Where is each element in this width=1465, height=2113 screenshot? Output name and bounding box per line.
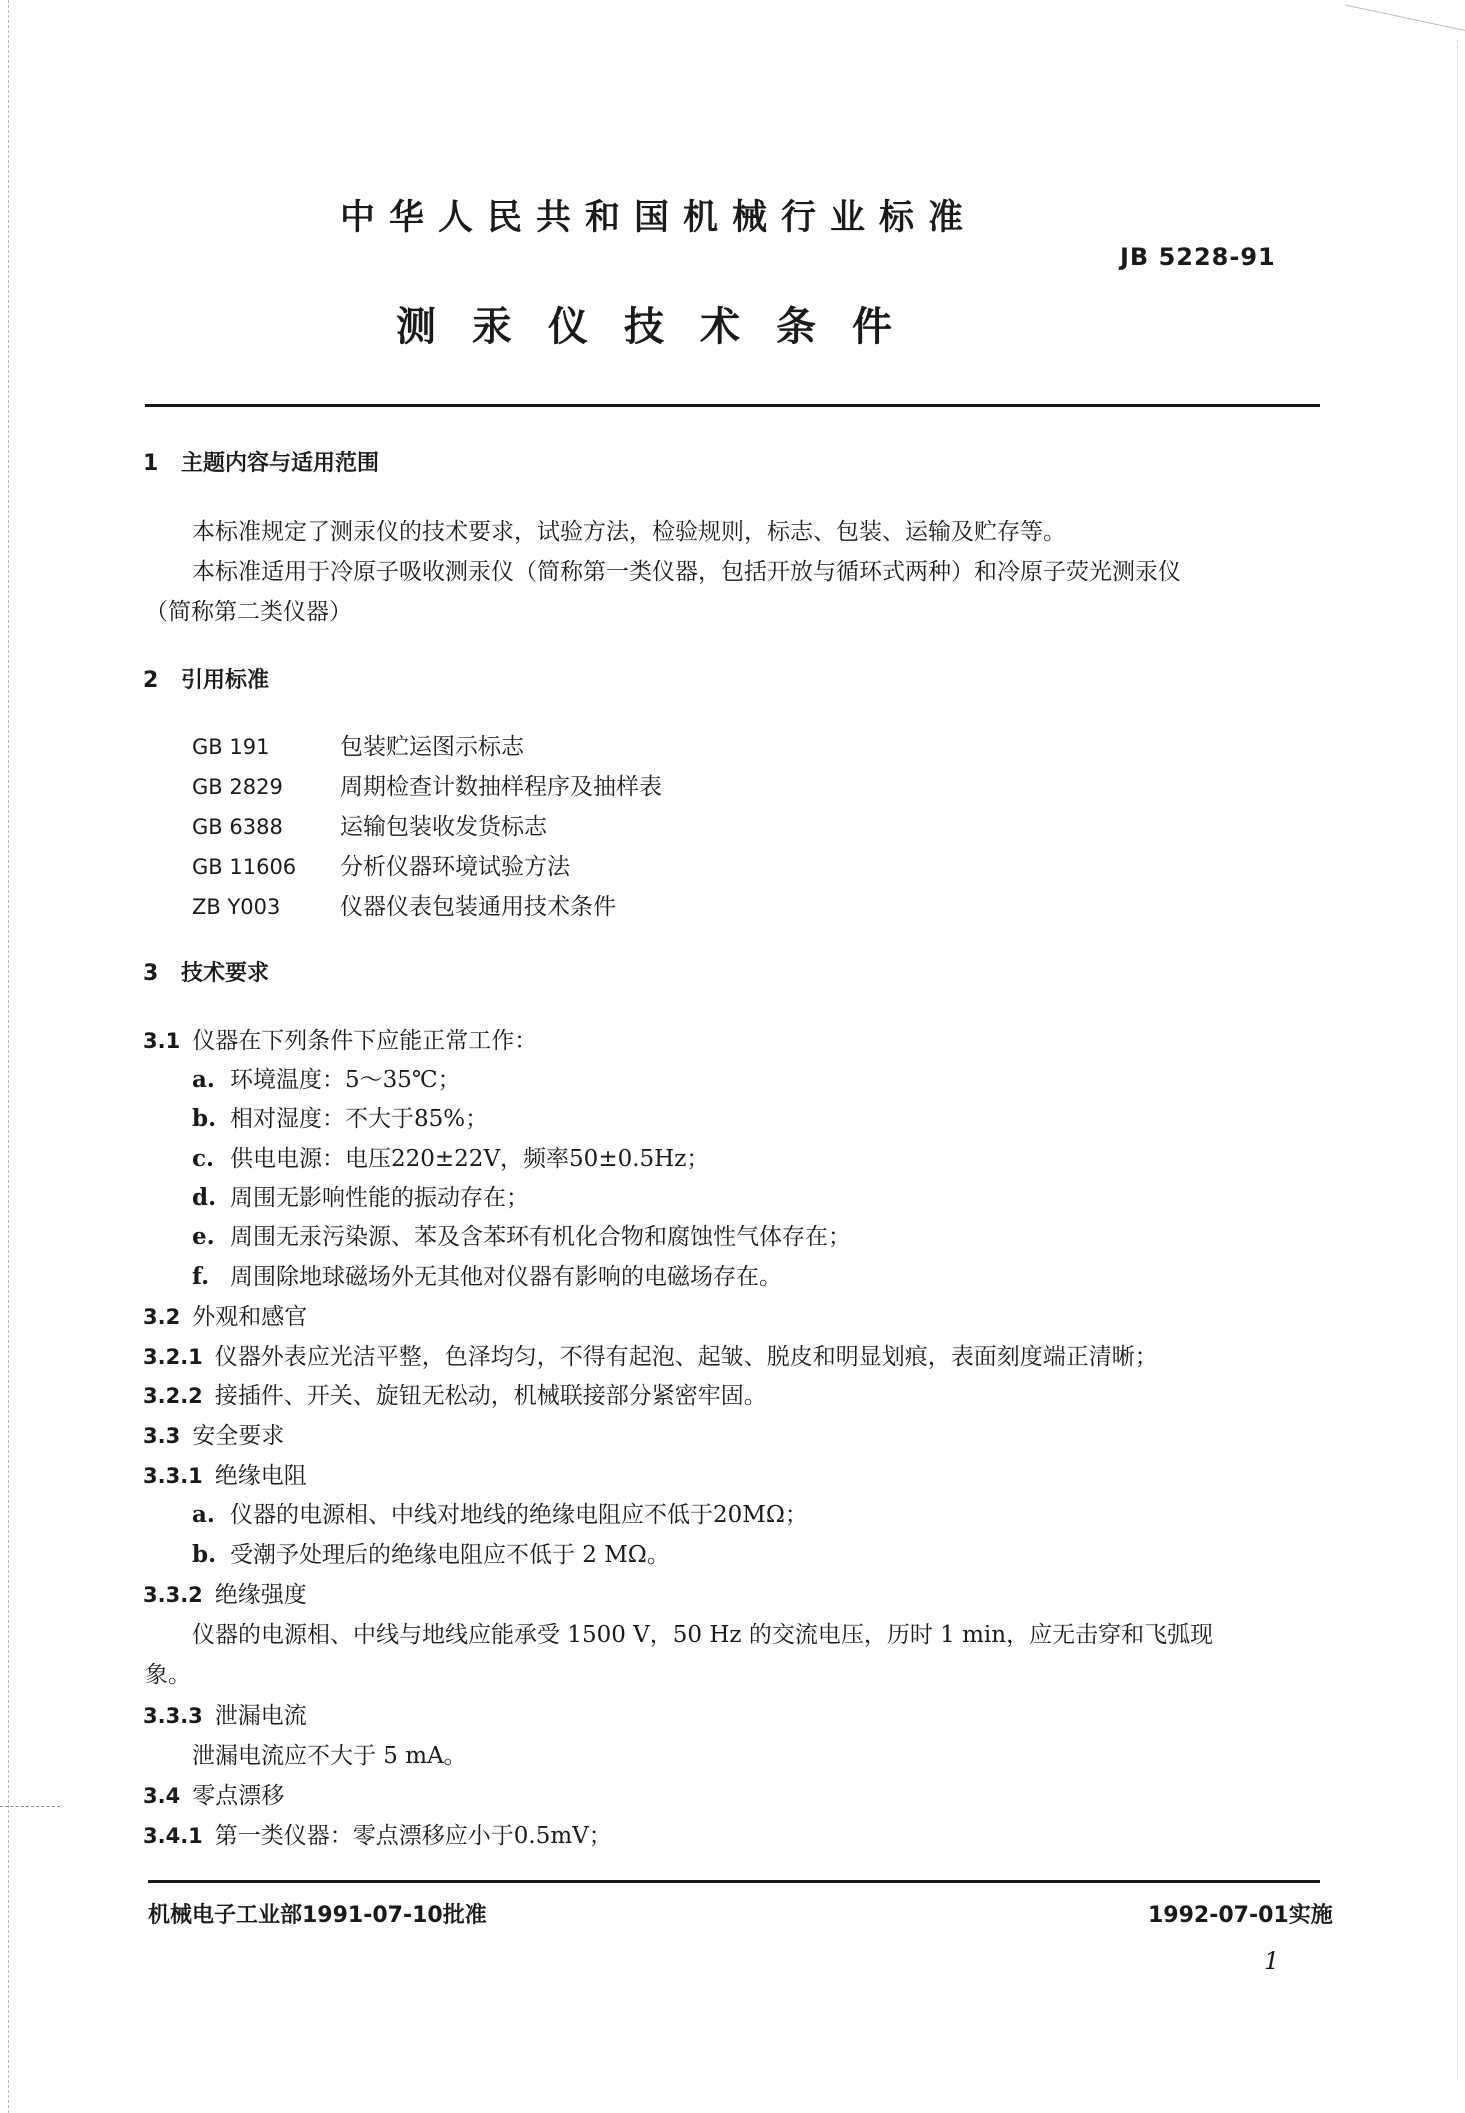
page-number: 1: [1264, 1947, 1280, 1975]
clause-text: 绝缘强度: [214, 1582, 307, 1608]
clause-3-3-1: [143, 1457, 307, 1490]
clause-number: 3.3: [143, 1424, 181, 1448]
margin-mark: [0, 1806, 60, 1807]
scan-edge-left: [8, 0, 10, 2113]
clause-3-4-1: [143, 1817, 612, 1850]
item-text: 供电电源：电压220±22V，频率50±0.5Hz；: [230, 1146, 710, 1172]
section-title: 主题内容与适用范围: [181, 451, 380, 476]
reference-name: 包装贮运图示标志: [340, 734, 524, 760]
standard-org-header: 中华人民共和国机械行业标准: [340, 198, 978, 238]
section-title: 技术要求: [181, 961, 270, 986]
clause-3-3-2-body: 仪器的电源相、中线与地线应能承受 1500 V，50 Hz 的交流电压，历时 1 min，应无击穿和飞弧现: [192, 1622, 1214, 1648]
item-mark: e.: [192, 1223, 215, 1250]
reference-name: 运输包装收发货标志: [340, 814, 547, 840]
clause-3-2: [143, 1298, 307, 1331]
item-text: 周围无汞污染源、苯及含苯环有机化合物和腐蚀性气体存在；: [230, 1224, 851, 1250]
section-title: 引用标准: [181, 668, 270, 693]
list-item: [192, 1258, 782, 1291]
clause-text: 第一类仪器：零点漂移应小于0.5mV；: [214, 1823, 612, 1849]
reference-code: ZB Y003: [192, 895, 281, 919]
item-mark: b.: [192, 1105, 217, 1132]
clause-text: 接插件、开关、旋钮无松动，机械联接部分紧密牢固。: [214, 1383, 767, 1409]
clause-text: 绝缘电阻: [214, 1463, 307, 1489]
section-2-heading: [143, 663, 269, 694]
item-mark: a.: [192, 1066, 215, 1093]
item-text: 相对湿度：不大于85%；: [230, 1106, 489, 1132]
clause-text: 安全要求: [192, 1423, 285, 1449]
list-item: [192, 1061, 461, 1094]
section-number: 3: [143, 961, 159, 986]
reference-name: 分析仪器环境试验方法: [340, 854, 570, 880]
item-text: 环境温度：5～35℃；: [230, 1067, 461, 1093]
clause-3-4: [143, 1777, 284, 1810]
reference-item: [192, 808, 547, 841]
footer-rule: [148, 1880, 1320, 1883]
list-item: [192, 1100, 488, 1133]
item-mark: c.: [192, 1145, 215, 1172]
clause-3-2-1: [143, 1338, 1158, 1371]
item-mark: a.: [192, 1501, 215, 1528]
clause-text: 仪器在下列条件下应能正常工作：: [192, 1028, 538, 1054]
reference-item: [192, 728, 524, 761]
list-item: [192, 1179, 529, 1212]
clause-3-2-2: [143, 1377, 767, 1410]
clause-number: 3.1: [143, 1029, 181, 1053]
item-text: 受潮予处理后的绝缘电阻应不低于 2 MΩ。: [230, 1542, 670, 1568]
header-rule: [145, 404, 1320, 407]
approval-line: 机械电子工业部1991-07-10批准: [148, 1903, 487, 1928]
effective-date: 1992-07-01实施: [1148, 1903, 1333, 1928]
document-title: 测汞仪技术条件: [396, 304, 928, 350]
clause-3-3-3-body: 泄漏电流应不大于 5 mA。: [192, 1743, 467, 1769]
reference-code: GB 191: [192, 735, 270, 759]
clause-3-3-2-body-cont: 象。: [145, 1662, 191, 1688]
clause-3-3: [143, 1417, 284, 1450]
item-mark: f.: [192, 1263, 210, 1290]
section-1-paragraph-2: 本标准适用于冷原子吸收测汞仪（简称第一类仪器，包括开放与循环式两种）和冷原子荧光测汞仪: [192, 559, 1181, 585]
section-3-heading: [143, 956, 269, 987]
reference-item: [192, 768, 662, 801]
section-1-paragraph-1: 本标准规定了测汞仪的技术要求，试验方法，检验规则，标志、包装、运输及贮存等。: [192, 519, 1066, 545]
item-mark: d.: [192, 1184, 217, 1211]
clause-3-3-2: [143, 1576, 307, 1609]
item-text: 仪器的电源相、中线对地线的绝缘电阻应不低于20MΩ；: [230, 1502, 808, 1528]
scan-edge-right: [1457, 40, 1459, 2080]
clause-number: 3.3.2: [143, 1583, 203, 1607]
reference-item: [192, 848, 570, 881]
clause-number: 3.4.1: [143, 1824, 203, 1848]
reference-code: GB 11606: [192, 855, 297, 879]
clause-text: 泄漏电流: [214, 1703, 307, 1729]
clause-number: 3.2: [143, 1305, 181, 1329]
scan-corner-fold: [1345, 0, 1465, 31]
list-item: [192, 1496, 808, 1529]
clause-number: 3.4: [143, 1784, 181, 1808]
section-1-paragraph-2-cont: （简称第二类仪器）: [145, 599, 352, 625]
item-mark: b.: [192, 1541, 217, 1568]
clause-text: 零点漂移: [192, 1783, 285, 1809]
reference-item: [192, 888, 616, 921]
item-text: 周围除地球磁场外无其他对仪器有影响的电磁场存在。: [230, 1264, 782, 1290]
clause-3-3-3: [143, 1697, 307, 1730]
clause-number: 3.2.1: [143, 1345, 203, 1369]
list-item: [192, 1140, 709, 1173]
list-item: [192, 1218, 851, 1251]
reference-code: GB 2829: [192, 775, 283, 799]
clause-3-1: [143, 1022, 537, 1055]
clause-text: 外观和感官: [192, 1304, 308, 1330]
list-item: [192, 1536, 670, 1569]
section-1-heading: [143, 446, 379, 477]
item-text: 周围无影响性能的振动存在；: [230, 1185, 529, 1211]
standard-code: JB 5228-91: [1120, 243, 1276, 271]
reference-code: GB 6388: [192, 815, 283, 839]
clause-number: 3.3.3: [143, 1704, 203, 1728]
section-number: 2: [143, 668, 159, 693]
reference-name: 仪器仪表包装通用技术条件: [340, 894, 616, 920]
clause-number: 3.2.2: [143, 1384, 203, 1408]
clause-number: 3.3.1: [143, 1464, 203, 1488]
section-number: 1: [143, 451, 159, 476]
clause-text: 仪器外表应光洁平整，色泽均匀，不得有起泡、起皱、脱皮和明显划痕，表面刻度端正清晰；: [214, 1344, 1158, 1370]
reference-name: 周期检查计数抽样程序及抽样表: [340, 774, 662, 800]
